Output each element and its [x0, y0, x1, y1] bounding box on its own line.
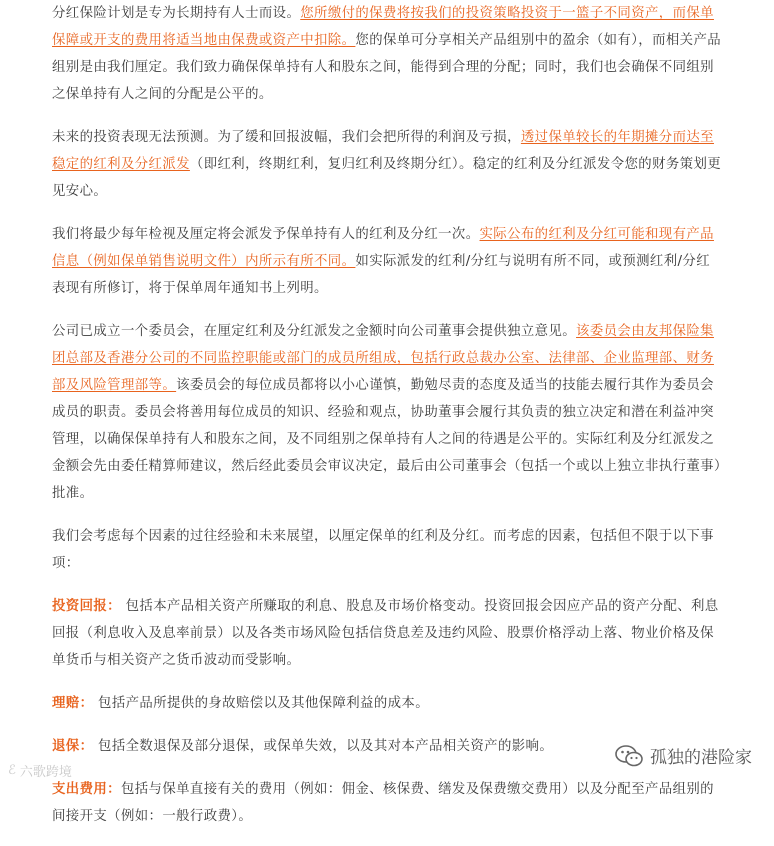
paragraph-2 — [52, 124, 722, 205]
p4-seg-2: 该委员会的每位成员都将以小心谨慎，勤勉尽责的态度及适当的技能去履行其作为委员会成员的职责。委员会将善用每位成员的知识、经验和观点，协助董事会履行其负责的独立决定和潜在利益冲突管理，以确保保单持有人和股东之间，及不同组别之保单持有人之间的待遇是公平的。实际红利及分红派发之金额会先由委任精算师建议，然后经此委员会审议决定，最后由公司董事会（包括一个或以上独立非执行董事）批准。 — [52, 378, 722, 501]
factor-desc: 包括全数退保及部分退保，或保单失效，以及其对本产品相关资产的影响。 — [93, 739, 554, 754]
factor-desc: 包括本产品相关资产所赚取的利息、股息及市场价格变动。投资回报会因应产品的资产分配、利息回报（利息收入及息率前景）以及各类市场风险包括信贷息差及违约风险、股票价格浮动上落、物业价格及保单货币与相关资产之货币波动而受影响。 — [52, 599, 719, 668]
watermark-right-text: 孤独的港险家 — [650, 748, 752, 768]
p3-seg-1-highlight: 实际公布的红利及分红可能和现有产品信息（例如保单销售说明文件）内所示有所不同。 — [52, 227, 714, 269]
watermark-left — [8, 761, 72, 780]
factor-expenses — [52, 776, 722, 830]
p3-seg-2: 如实际派发的红利/分红与说明有所不同，或预测红利/分红表现有所修订，将于保单周年通知书上列明。 — [52, 254, 710, 296]
factor-claims — [52, 690, 722, 717]
weibo-logo-icon: ℰ — [8, 763, 16, 778]
paragraph-1 — [52, 0, 722, 108]
factor-term: 理赔： — [52, 696, 94, 711]
p1-seg-0: 分红保险计划是专为长期持有人士而设。 — [52, 6, 301, 21]
p1-seg-2: 您的保单可分享相关产品组别中的盈余（如有），而相关产品组别是由我们厘定。我们致力确保保单持有人和股东之间，能得到合理的分配；同时，我们也会确保不同组别之保单持有人之间的分配是公平的。 — [52, 33, 722, 102]
paragraph-3 — [52, 221, 722, 302]
p1-seg-1-highlight: 您所缴付的保费将按我们的投资策略投资于一篮子不同资产，而保单保障或开支的费用将适当地由保费或资产中扣除。 — [52, 6, 714, 48]
factor-term: 支出费用： — [52, 782, 121, 797]
p2-seg-0: 未来的投资表现无法预测。为了缓和回报波幅，我们会把所得的利润及亏损， — [52, 130, 521, 145]
factor-desc: 包括与保单直接有关的费用（例如：佣金、核保费、缮发及保费缴交费用）以及分配至产品组别的间接开支（例如：一般行政费）。 — [52, 782, 714, 824]
paragraph-4 — [52, 318, 722, 507]
wechat-icon — [614, 744, 644, 768]
watermark-right — [614, 743, 752, 768]
factor-term: 投资回报： — [52, 599, 121, 614]
document-body — [52, 0, 722, 846]
watermark-left-text: 六歌跨境 — [19, 765, 72, 780]
factor-investment-return — [52, 593, 722, 674]
paragraph-5: 我们会考虑每个因素的过往经验和未来展望，以厘定保单的红利及分红。而考虑的因素，包括但不限于以下事项： — [52, 529, 714, 571]
p4-seg-1-highlight: 该委员会由友邦保险集团总部及香港分公司的不同监控职能或部门的成员所组成，包括行政总裁办公室、法律部、企业监理部、财务部及风险管理部等。 — [52, 324, 714, 393]
factor-term: 退保： — [52, 739, 94, 754]
p4-seg-0: 公司已成立一个委员会，在厘定红利及分红派发之金额时向公司董事会提供独立意见。 — [52, 324, 577, 339]
p2-seg-1-highlight: 透过保单较长的年期摊分而达至稳定的红利及分红派发 — [52, 130, 714, 172]
p3-seg-0: 我们将最少每年检视及厘定将会派发予保单持有人的红利及分红一次。 — [52, 227, 480, 242]
factor-desc: 包括产品所提供的身故赔偿以及其他保障利益的成本。 — [93, 696, 430, 711]
p2-seg-2: （即红利，终期红利，复归红利及终期分红）。稳定的红利及分红派发令您的财务策划更见安心。 — [52, 157, 722, 199]
